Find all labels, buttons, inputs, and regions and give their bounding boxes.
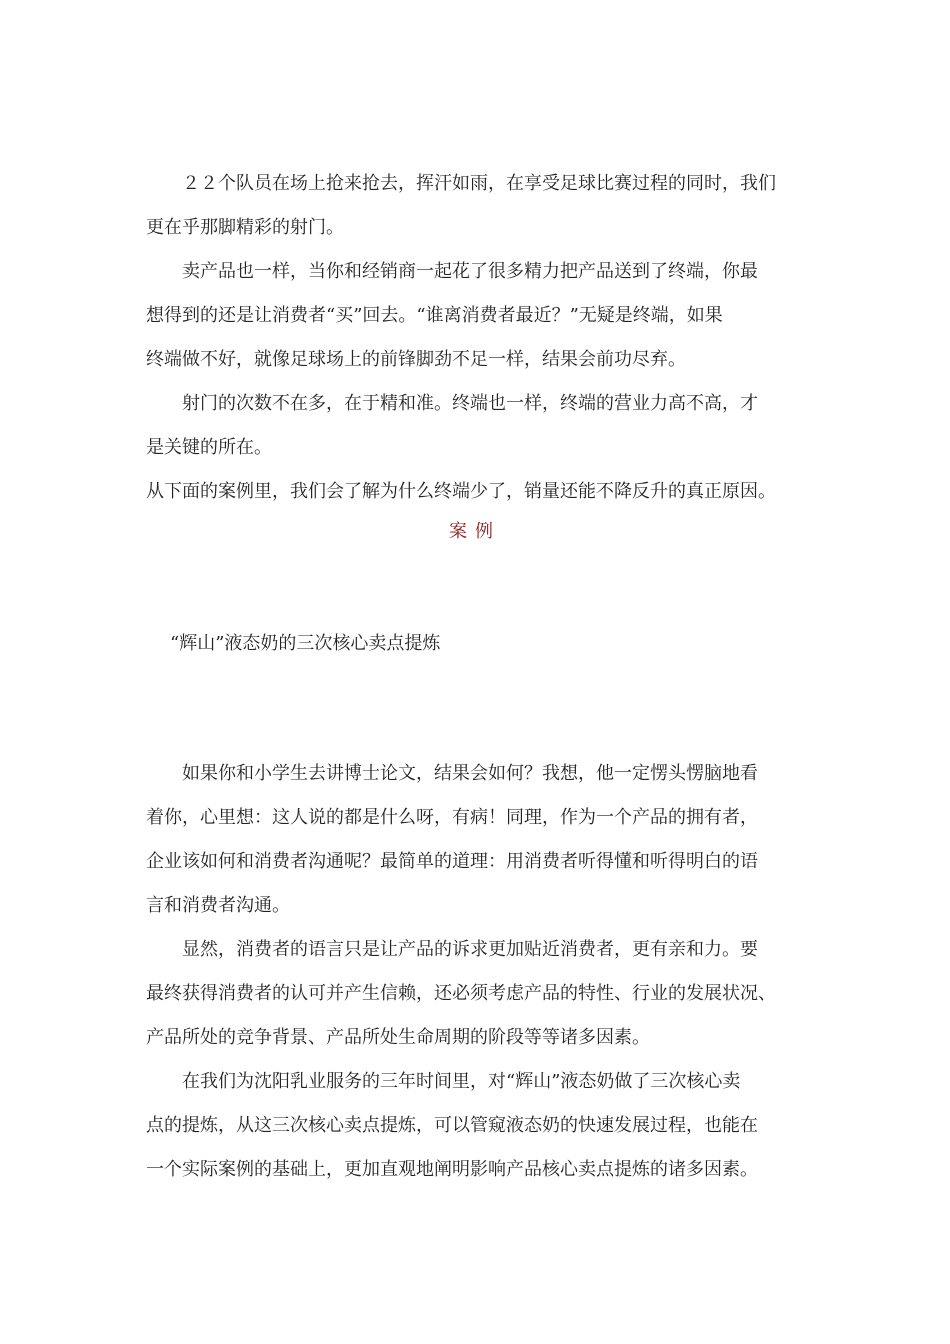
intro-p3-line-1: 射门的次数不在多，在于精和准。终端也一样，终端的营业力高不高，才 (182, 393, 758, 414)
case-p1-line-3: 企业该如何和消费者沟通呢？最简单的道理：用消费者听得懂和听得明白的语 (146, 851, 758, 872)
case-p2-line-2: 最终获得消费者的认可并产生信赖，还必须考虑产品的特性、行业的发展状况、 (146, 983, 776, 1004)
case-p1-line-4: 言和消费者沟通。 (146, 895, 290, 916)
case-p2-line-1: 显然，消费者的语言只是让产品的诉求更加贴近消费者，更有亲和力。要 (182, 939, 758, 960)
case-title: “辉山”液态奶的三次核心卖点提炼 (170, 633, 441, 654)
intro-p2-line-2: 想得到的还是让消费者“买”回去。“谁离消费者最近？”无疑是终端，如果 (146, 305, 723, 326)
intro-p3-line-2: 是关键的所在。 (146, 437, 272, 458)
case-p3-line-2: 点的提炼，从这三次核心卖点提炼，可以管窥液态奶的快速发展过程，也能在 (146, 1115, 758, 1136)
case-p2-line-3: 产品所处的竞争背景、产品所处生命周期的阶段等等诸多因素。 (146, 1027, 650, 1048)
intro-p2-line-1: 卖产品也一样，当你和经销商一起花了很多精力把产品送到了终端，你最 (182, 261, 758, 282)
case-p3-line-3: 一个实际案例的基础上，更加直观地阐明影响产品核心卖点提炼的诸多因素。 (146, 1159, 758, 1180)
intro-p4: 从下面的案例里，我们会了解为什么终端少了，销量还能不降反升的真正原因。 (146, 481, 776, 502)
case-p3-line-1: 在我们为沈阳乳业服务的三年时间里，对“辉山”液态奶做了三次核心卖 (182, 1071, 741, 1092)
intro-p1-line-2: 更在乎那脚精彩的射门。 (146, 217, 344, 238)
intro-p1-line-1: ２２个队员在场上抢来抢去，挥汗如雨，在享受足球比赛过程的同时，我们 (182, 173, 776, 194)
intro-p2-line-3: 终端做不好，就像足球场上的前锋脚劲不足一样，结果会前功尽弃。 (146, 349, 686, 370)
case-heading: 案例 (449, 521, 501, 542)
case-p1-line-2: 着你，心里想：这人说的都是什么呀，有病！同理，作为一个产品的拥有者， (146, 807, 758, 828)
case-p1-line-1: 如果你和小学生去讲博士论文，结果会如何？我想，他一定愣头愣脑地看 (182, 763, 758, 784)
